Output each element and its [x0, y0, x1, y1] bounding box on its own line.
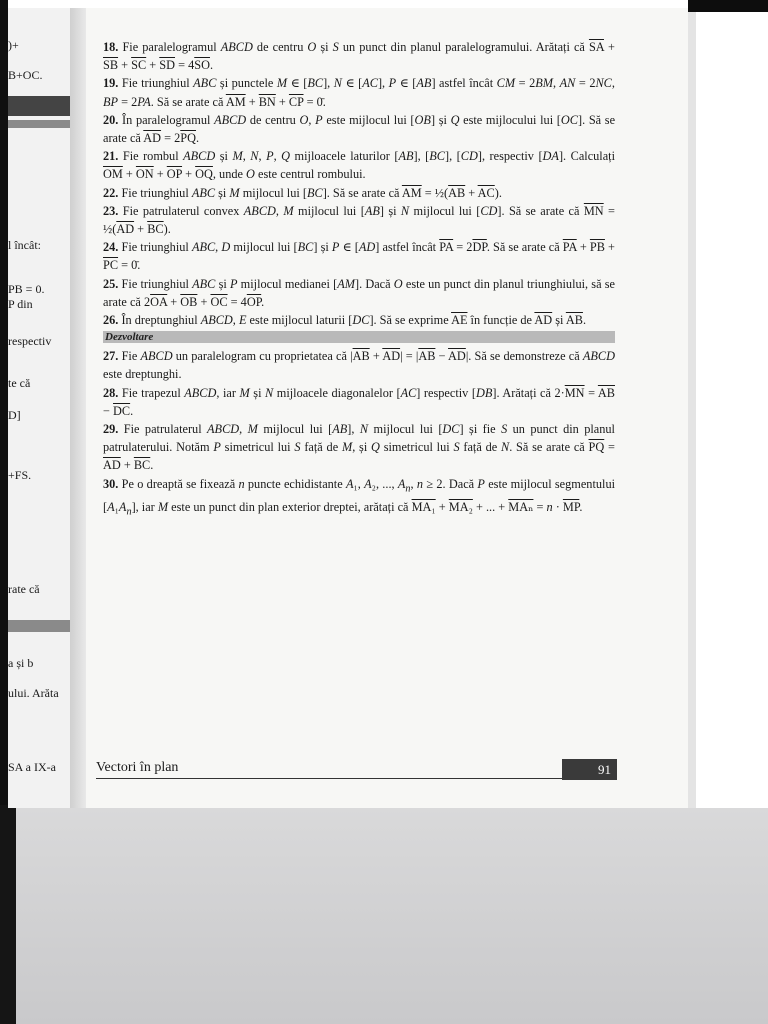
page-edge	[688, 12, 696, 808]
section-header-dezvoltare: Dezvoltare	[103, 331, 615, 343]
exercise-item: 30. Pe o dreaptă se fixează n puncte echidistante A₁, A₂, ..., $A_n$, n ≥ 2. Dacă P este mijlocul segmentului $[A_1A_n]$, iar M este un punct din plan exterior dreptei, arătați că MA₁ + MA₂ + ... + $\overline{MA_n} = n \cdot \overline{MP}$.	[103, 476, 616, 518]
left-page-text-fragment: SA a IX-a	[8, 760, 56, 774]
scanner-background	[0, 808, 768, 1024]
problem-list	[103, 38, 615, 522]
left-page-text-fragment: +FS.	[8, 468, 32, 482]
exercises-basic	[103, 38, 615, 329]
footer-chapter-title: Vectori în plan	[96, 760, 179, 775]
exercise-item: 18. Fie paralelogramul ABCD de centru O și S un punct din planul paralelogramului. Arătați că $\overline{SA} + \overline{SB} + \overline{SC} + \overline{SD} = 4\overline{SO}$.	[103, 40, 615, 73]
page-number: 91	[562, 759, 617, 780]
left-page-text-fragment: P din	[8, 297, 33, 311]
left-page-text-fragment: )+	[8, 38, 19, 52]
exercises-dezvoltare	[103, 347, 615, 522]
left-page-text-fragment: a și b	[8, 656, 34, 670]
left-page-text-fragment: B+OC.	[8, 68, 43, 82]
exercise-item: 28. Fie trapezul ABCD, iar M și N mijloacele diagonalelor [AC] respectiv [DB]. Arătați că $2\cdot\overline{MN} = \overline{AB} - \overline{DC}$.	[103, 385, 615, 418]
exercise-item: 20. În paralelogramul ABCD de centru O, P este mijlocul lui [OB] și Q este mijlocului lui [OC]. Să se arate că $\overline{AD} = 2\overline{PQ}$.	[103, 112, 616, 146]
exercise-item: 27. Fie ABCD un paralelogram cu proprietatea că $|\overline{AB} + \overline{AD}| = |\overline{AB} - \overline{AD}|$. Să se demonstreze că ABCD este dreptunghi.	[103, 349, 615, 382]
exercise-item: 25. Fie triunghiul ABC și P mijlocul medianei [AM]. Dacă O este un punct din planul triunghiului, să se arate că $2\overline{OA} + \overline{OB} + \overline{OC} = 4\overline{OP}$.	[103, 276, 615, 309]
exercise-item: 24. Fie triunghiul ABC, D mijlocul lui [BC] și P ∈ [AD] astfel încât $\overline{PA} = 2\overline{DP}$. Să se arate că $\overline{PA} + \overline{PB} + \overline{PC}$ = 0̄.	[103, 240, 615, 273]
left-page-band-2	[8, 620, 70, 632]
top-right-shadow	[688, 0, 768, 12]
exercise-item: 29. Fie patrulaterul ABCD, M mijlocul lui [AB], N mijlocul lui [DC] și fie S un punct din planul patrulaterului. Notăm P simetricul lui S față de M, și Q simetricul lui S față de N. Să se arate că $\overline{PQ} = \overline{AD} + \overline{BC}$.	[103, 422, 615, 473]
left-page	[8, 8, 78, 808]
bottom-left-shadow	[0, 805, 16, 1024]
left-page-band	[8, 120, 70, 128]
footer-rule	[96, 778, 616, 779]
left-page-header-bar	[8, 96, 70, 116]
left-page-text-fragment: te că	[8, 376, 31, 390]
exercise-item: 22. Fie triunghiul ABC și M mijlocul lui [BC]. Să se arate că $\overline{AM}$ = $\frac{1}{2}(\overline{AB} + \overline{AC})$.	[103, 185, 502, 200]
left-page-text-fragment: D]	[8, 408, 21, 422]
exercise-item: 26. În dreptunghiul ABCD, E este mijlocul laturii [DC]. Să se exprime $\overline{AE}$ în funcție de $\overline{AD}$ și $\overline{AB}$.	[103, 313, 587, 328]
left-page-text-fragment: PB = 0.	[8, 282, 45, 296]
left-page-text-fragment: rate că	[8, 582, 40, 596]
left-page-text-fragment: l încât:	[8, 238, 41, 252]
exercise-item: 21. Fie rombul ABCD și M, N, P, Q mijloacele laturilor [AB], [BC], [CD], respectiv [DA]. Calculați $\overline{OM} + \overline{ON} + \overline{OP} + \overline{OQ}$, unde O este centrul rombului.	[103, 149, 616, 182]
left-page-text-fragment: respectiv	[8, 334, 52, 348]
left-page-text-fragment: ului. Arăta	[8, 686, 59, 700]
exercise-item: 23. Fie patrulaterul convex ABCD, M mijlocul lui [AB] și N mijlocul lui [CD]. Să se arate că $\overline{MN}$ = $\frac{1}{2}(\overline{AD} + \overline{BC})$.	[103, 203, 615, 237]
exercise-item: 19. Fie triunghiul ABC și punctele M ∈ [BC], N ∈ [AC], P ∈ [AB] astfel încât CM = 2BM, AN = 2NC, BP = 2PA. Să se arate că $\overline{AM} + \overline{BN} + \overline{CP}$ = 0̄.	[103, 76, 615, 109]
